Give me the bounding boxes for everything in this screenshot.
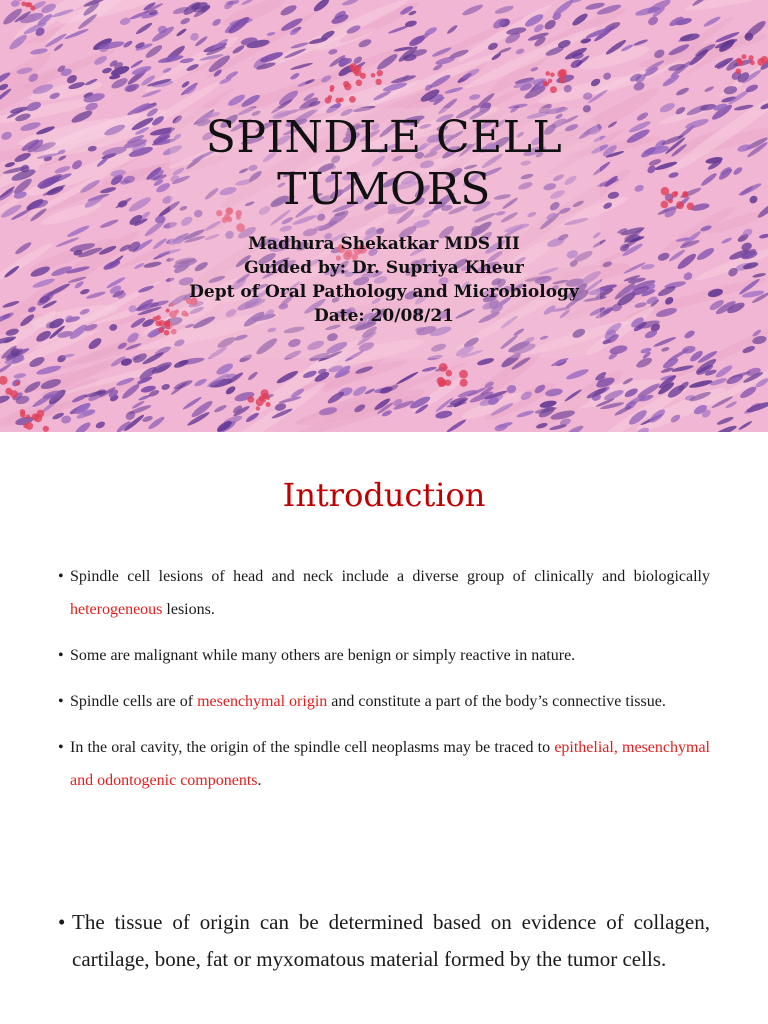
red-blood-cell xyxy=(548,79,552,83)
red-blood-cell xyxy=(559,77,565,83)
spindle-nucleus xyxy=(745,400,768,414)
red-blood-cell xyxy=(164,330,170,336)
red-blood-cell xyxy=(375,79,381,85)
bullet-item-1 xyxy=(58,560,710,626)
guide-line: Guided by: Dr. Supriya Kheur xyxy=(244,258,524,278)
red-blood-cell xyxy=(20,409,26,415)
spindle-nucleus xyxy=(95,420,106,430)
spindle-nucleus xyxy=(161,383,171,391)
department-line: Dept of Oral Pathology and Microbiology xyxy=(189,282,579,302)
red-blood-cell xyxy=(749,55,754,60)
spindle-nucleus xyxy=(738,420,753,431)
red-blood-cell xyxy=(356,79,363,86)
red-blood-cell xyxy=(256,406,261,411)
red-blood-cell xyxy=(439,363,448,372)
spindle-nucleus xyxy=(683,329,696,340)
bullet-text: Some are malignant while many others are benign or simply reactive in nature. xyxy=(70,647,576,664)
red-blood-cell xyxy=(0,376,8,385)
spindle-nucleus xyxy=(550,357,569,368)
spindle-nucleus xyxy=(290,62,313,71)
bullet-text: In the oral cavity, the origin of the spindle cell neoplasms may be traced to xyxy=(70,739,555,756)
highlight-text: epithelial, mesenchymal and odontogenic components xyxy=(70,739,711,789)
spindle-nucleus xyxy=(279,3,298,17)
red-blood-cell xyxy=(750,60,755,65)
spindle-nucleus xyxy=(135,21,153,35)
spindle-nucleus xyxy=(312,0,331,13)
spindle-nucleus xyxy=(516,409,534,418)
bullet-item-2 xyxy=(58,639,710,672)
red-blood-cell xyxy=(371,73,376,78)
spindle-nucleus xyxy=(515,47,525,55)
spindle-nucleus xyxy=(704,85,715,93)
spindle-nucleus xyxy=(714,424,738,432)
red-blood-cell xyxy=(335,98,341,104)
red-blood-cell xyxy=(16,381,20,385)
red-blood-cell xyxy=(34,414,42,422)
red-blood-cell xyxy=(550,72,555,77)
red-blood-cell xyxy=(757,58,765,66)
spindle-nucleus xyxy=(328,48,338,55)
spindle-nucleus xyxy=(13,372,26,379)
date-line: Date: 20/08/21 xyxy=(313,306,454,326)
spindle-nucleus xyxy=(289,72,300,81)
spindle-nucleus xyxy=(0,363,12,375)
spindle-nucleus xyxy=(53,43,64,52)
bullet-item-3 xyxy=(58,685,710,718)
spindle-nucleus xyxy=(357,38,372,49)
bullet-text: . xyxy=(257,772,262,789)
red-blood-cell xyxy=(545,71,550,76)
red-blood-cell xyxy=(10,390,18,398)
bullet-item-tissue-origin: • The tissue of origin can be determined based on evidence of collagen, cartilage, bone, fat or myxomatous material formed by the tumor cells. xyxy=(58,904,710,978)
highlight-text: mesenchymal origin xyxy=(197,693,328,710)
red-blood-cell xyxy=(30,5,35,10)
spindle-nucleus xyxy=(341,0,359,7)
spindle-nucleus xyxy=(675,86,690,97)
spindle-nucleus xyxy=(224,385,236,396)
red-blood-cell xyxy=(543,81,547,85)
spindle-nucleus xyxy=(213,404,227,414)
spindle-nucleus xyxy=(173,378,194,391)
spindle-nucleus xyxy=(494,4,514,15)
red-blood-cell xyxy=(259,395,264,400)
tissue-origin-slide xyxy=(0,832,768,1024)
spindle-nucleus xyxy=(653,336,677,349)
spindle-nucleus xyxy=(565,367,590,381)
red-blood-cell xyxy=(330,88,334,92)
red-blood-cell xyxy=(248,396,255,403)
bullet-text: lesions. xyxy=(162,601,215,618)
red-blood-cell xyxy=(266,402,271,407)
title-slide xyxy=(0,0,768,432)
red-blood-cell xyxy=(325,97,331,103)
title-line-1: SPINDLE CELL xyxy=(205,112,563,163)
spindle-nucleus xyxy=(179,17,191,26)
spindle-nucleus xyxy=(661,73,680,88)
red-blood-cell xyxy=(445,379,451,385)
red-blood-cell xyxy=(377,70,383,76)
introduction-slide xyxy=(0,432,768,832)
red-blood-cell xyxy=(344,83,351,90)
red-blood-cell xyxy=(25,2,30,7)
red-blood-cell xyxy=(460,379,468,387)
spindle-nucleus xyxy=(549,423,567,431)
spindle-nucleus xyxy=(461,3,484,17)
red-blood-cell xyxy=(736,68,742,74)
bullet-text: Spindle cells are of xyxy=(70,693,198,710)
spindle-nucleus xyxy=(74,420,93,432)
red-blood-cell xyxy=(736,58,741,63)
spindle-nucleus xyxy=(122,39,133,48)
red-blood-cell xyxy=(357,66,362,71)
red-blood-cell xyxy=(559,69,567,77)
spindle-nucleus xyxy=(689,379,714,390)
spindle-nucleus xyxy=(566,424,585,432)
title-block xyxy=(0,112,768,328)
bullet-text: and constitute a part of the body’s connective tissue. xyxy=(327,693,666,710)
red-blood-cell xyxy=(23,424,27,428)
red-blood-cell xyxy=(26,414,30,418)
subtitle-lines xyxy=(0,232,768,328)
spindle-nucleus xyxy=(609,344,628,356)
spindle-nucleus xyxy=(661,346,670,352)
red-blood-cell xyxy=(446,370,453,377)
bullet-item-4 xyxy=(58,731,710,797)
highlight-text: heterogeneous xyxy=(70,601,163,618)
bullet-text: Spindle cell lesions of head and neck include a diverse group of clinically and biologically xyxy=(70,568,710,585)
spindle-nucleus xyxy=(446,24,458,35)
red-blood-cell xyxy=(550,86,557,93)
spindle-nucleus xyxy=(241,0,254,6)
slide-title xyxy=(0,112,768,216)
spindle-nucleus xyxy=(633,38,648,46)
spindle-nucleus xyxy=(446,418,467,432)
spindle-nucleus xyxy=(225,70,239,80)
spindle-nucleus xyxy=(193,377,207,388)
spindle-nucleus xyxy=(506,384,518,395)
spindle-nucleus xyxy=(189,31,200,42)
spindle-nucleus xyxy=(119,16,131,26)
introduction-heading: Introduction xyxy=(282,476,486,514)
red-blood-cell xyxy=(349,96,356,103)
spindle-nucleus xyxy=(647,15,660,27)
spindle-nucleus xyxy=(101,67,112,75)
spindle-nucleus xyxy=(716,415,734,426)
title-line-2: TUMORS xyxy=(277,164,491,215)
spindle-nucleus xyxy=(476,357,494,367)
spindle-nucleus xyxy=(469,93,481,101)
spindle-nucleus xyxy=(10,0,20,8)
red-blood-cell xyxy=(741,54,746,59)
spindle-nucleus xyxy=(176,27,188,37)
spindle-nucleus xyxy=(247,371,259,382)
bullet-list xyxy=(58,560,710,810)
author-line: Madhura Shekatkar MDS III xyxy=(248,234,520,254)
spindle-nucleus xyxy=(211,17,222,27)
red-blood-cell xyxy=(43,426,49,432)
red-blood-cell xyxy=(438,382,443,387)
red-blood-cell xyxy=(459,370,468,379)
spindle-nucleus xyxy=(421,366,437,373)
